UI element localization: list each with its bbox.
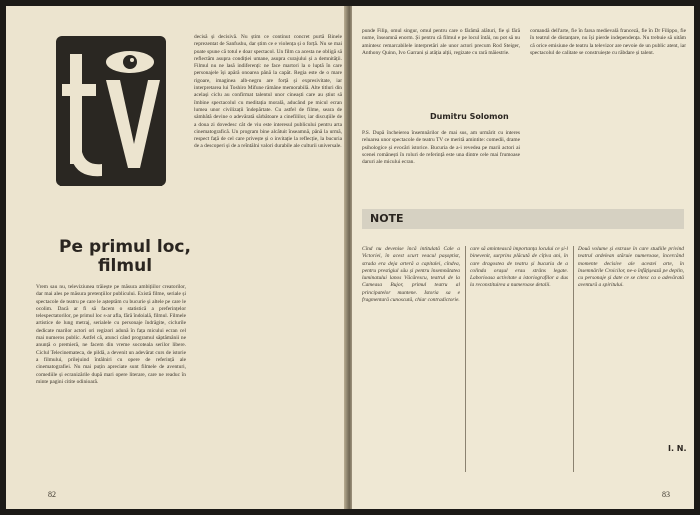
- right-column-1: [362, 28, 520, 108]
- right-column-2-text: comandă dell'arte, fie în farsa medievală franceză, fie în Dr Filippo, fie în teatrul de distanțare, nu își pierde independența. Nu trebuie să uităm că orice emisiune de teatru la televizor are nevoie de un public atent, iar spectacolul de calitate se construiește cu răbdare și talent.: [530, 28, 686, 56]
- ps-text: P.S. După încheierea însemnărilor de mai sus, am urmărit cu interes reluarea unor spectacole de teatru TV ce merită amintite: comedii, drame psihologice și evocări istorice. Bucuria de a-i revedea pe marii actori ai scenei românești în roluri de referință este una dintre cele mai frumoase daruri ale micului ecran.: [362, 130, 520, 166]
- page-number-right: 83: [662, 490, 670, 499]
- note-column-3-text: Două volume și extrase în care studiile privind teatrul ardelean stăruie numeroase, încercând momente decisive ale acestei arte, în însemnările Croicilor, ne-o înfățișează pe deplin, cu personaje și date ce se citesc ca o adevărată aventură a spiritului.: [578, 246, 684, 289]
- note-column-1-text: Cînd nu devenise încă intitulată Cale a Victoriei, în acest scurt veacul pașoptist, strada era deja arteră a capitalei, cîndva, pentru prestigiul său și pentru însemnătatea luminatului lanos Văcărescu, teatrul de la Cameasa Bujor, primul teatru al principatelor muntene. Istoria sa e fragmentară cunoscută, chiar contradictorie.: [362, 246, 460, 304]
- tv-eye-logo-icon: [60, 40, 162, 186]
- note-column-1: [362, 246, 460, 472]
- note-column-3: [578, 246, 684, 446]
- article-heading: Pe primul loc, filmul: [59, 237, 191, 276]
- right-column-1-text: punde Filip, omul singur, omul pentru care o fărâmă alături, fie și fără nume, înseamnă enorm. Și pentru că filmul e pe locul întâi, nu pot să nu amintesc remarcabilele interpretări ale unor actori precum Rod Steiger, Anthony Quinn, Ivo Garrani și atâția alții, regizate cu rară măiestrie.: [362, 28, 520, 56]
- left-column-2-text: decisă și decisivă. Nu știm ce continut concret purtă Binele reprezentat de Sanfushu, dar știm ce e violența și o forță. Nu se mai poate spune că totul e doar spectacol. Un film ca acesta ne obligă să reflectăm asupra condiției umane, asupra curajului și a demnității. Filmul nu ne lasă indiferenți: ne face martori la o luptă în care personajele își apără onoarea până la capăt. Regia este de o mare rigoare, imaginea alb-negru are forță și expresivitate, iar interpretarea lui Toshiro Mifune rămâne memorabilă. Alte titluri din același ciclu au confirmat talentul unor cineaști care au știut să îmbine spectacolul cu meditația morală, aducând pe micul ecran lumea unor civilizații îndepărtate. Cu astfel de filme, seara de sâmbătă devine o adevărată sărbătoare a cinefililor, iar discuțiile de a doua zi dovedesc cât de viu este interesul publicului pentru arta cinematografică. Un program bine alcătuit înseamnă, până la urmă, respect față de cel care privește și o invitație la reflecție, la bucuria de a descoperi și de a reîntâlni valori durabile ale culturii universale.: [194, 34, 342, 150]
- column-divider: [465, 246, 466, 472]
- note-banner: [362, 209, 684, 229]
- ps-column: [362, 130, 520, 200]
- note-column-2: [470, 246, 568, 472]
- tv-logo: [56, 36, 166, 186]
- column-divider: [573, 246, 574, 472]
- left-column-1: [36, 284, 186, 484]
- left-column-2: [194, 34, 342, 482]
- left-column-1-text: Vrem sau nu, televiziunea trăiește pe măsura ambițiilor creatorilor, dar mai ales pe măsura pretențiilor publicului. Există filme, seriale și spectacole de teatru pe care le așteptăm cu bucurie și altele pe care le ocolim. Dacă ar fi să facem o statistică a preferințelor telespectatorilor, pe primul loc s-ar afla, fără îndoială, filmul. Filmele artistice de lung metraj, serialele cu personaje îndrăgite, ciclurile dedicate marilor actori ori regizori adună în fața micului ecran cel mai numeros public. Astfel că, atunci când programul săptămânii ne anunță o premieră, ne facem din vreme socoteala serilor libere. Ciclul Telecinemateca, de pildă, a devenit un adevărat curs de istorie a filmului, prilejuind întâlniri cu opere de referință ale cinematografiei. Nu mai puțin apreciate sunt filmele de aventuri, comediile și ecranizările după mari opere literare, care ne readuc în minte pagini citite odinioară.: [36, 284, 186, 385]
- page-number-left: 82: [48, 490, 56, 499]
- note-initials: I. N.: [668, 444, 687, 453]
- note-label: NOTE: [370, 212, 404, 225]
- note-column-2-text: care să amintească importanța locului ce și-l binevenit, surprins plăcută de cîțiva ani, în care dragostea de teatru și bucuria de a colinda orașul erau strâns legate. Laborioasa activitate a istoriografilor a dus la reconstituirea a numeroase detalii.: [470, 246, 568, 289]
- left-page: [6, 6, 348, 509]
- right-page: [352, 6, 694, 509]
- right-column-2: [530, 28, 686, 196]
- author-signature: Dumitru Solomon: [430, 112, 509, 121]
